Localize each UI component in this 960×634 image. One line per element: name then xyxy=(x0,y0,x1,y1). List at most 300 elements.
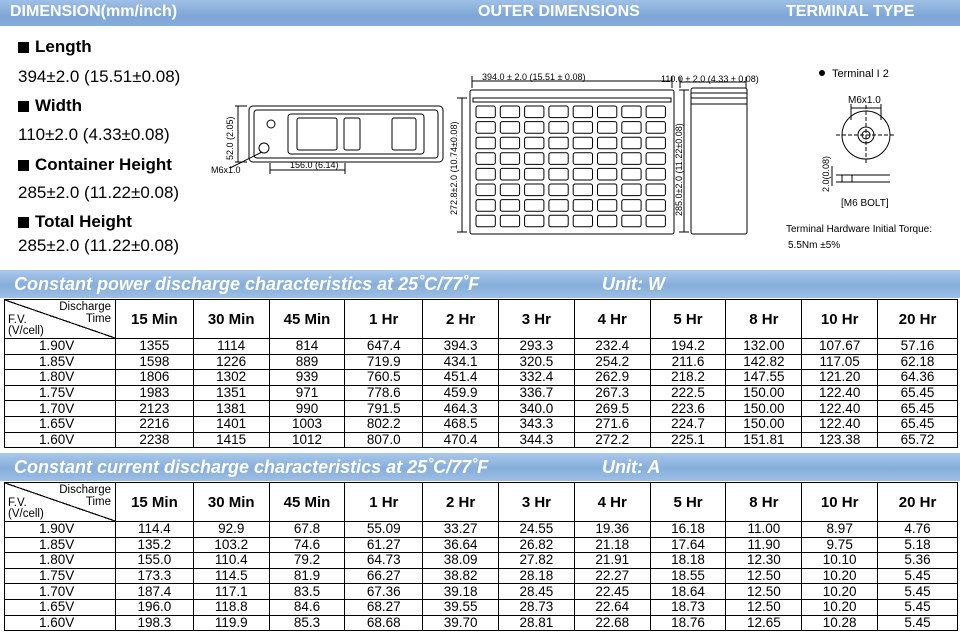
terminal-name: Terminal I 2 xyxy=(832,68,889,80)
grid-cell-shape xyxy=(573,184,592,196)
table-cell: 68.68 xyxy=(345,615,423,631)
table-cell: 5.36 xyxy=(878,553,958,569)
grid-cell-shape xyxy=(573,168,592,180)
grid-cell-shape xyxy=(646,168,665,180)
table-cell: 18.64 xyxy=(650,584,726,600)
table-cell: 223.6 xyxy=(650,401,726,417)
power-discharge-table xyxy=(4,299,958,448)
table-row xyxy=(5,568,958,584)
spec-label: Width xyxy=(35,96,83,115)
table-cell: 719.9 xyxy=(345,354,423,370)
grid-cell-shape xyxy=(646,106,665,118)
power-table-unit: Unit: W xyxy=(602,274,665,294)
table-cell: 211.6 xyxy=(650,354,726,370)
table-cell: 807.0 xyxy=(345,432,423,448)
column-header: 1 Hr xyxy=(345,483,423,522)
table-cell: 114.4 xyxy=(116,522,194,538)
column-header: 4 Hr xyxy=(574,483,650,522)
torque-label: Terminal Hardware Initial Torque: xyxy=(786,224,932,235)
grid-cell-shape xyxy=(573,137,592,149)
spec-width xyxy=(18,96,82,116)
table-cell: 802.2 xyxy=(345,416,423,432)
grid-cell-shape xyxy=(525,106,544,118)
column-header: 20 Hr xyxy=(878,483,958,522)
grid-cell-shape xyxy=(573,106,592,118)
top-height-label: 52.0 (2.05) xyxy=(225,116,235,160)
table-cell: 451.4 xyxy=(423,370,499,386)
table-cell: 4.76 xyxy=(878,522,958,538)
table-cell: 28.18 xyxy=(499,568,575,584)
table-cell: 11.00 xyxy=(726,522,802,538)
table-cell: 218.2 xyxy=(650,370,726,386)
table-cell: 194.2 xyxy=(650,339,726,355)
table-cell: 18.55 xyxy=(650,568,726,584)
corner-fv-label: F.V. (V/cell) xyxy=(8,314,44,337)
column-header: 3 Hr xyxy=(499,483,575,522)
column-header: 45 Min xyxy=(269,483,345,522)
table-row xyxy=(5,599,958,615)
dimension-title: DIMENSION(mm/inch) xyxy=(10,3,178,20)
table-cell: 119.9 xyxy=(193,615,269,631)
bullet-square-icon xyxy=(18,42,29,53)
grid-cell-shape xyxy=(646,153,665,165)
final-voltage-cell: 1.75V xyxy=(5,568,116,584)
table-cell: 1114 xyxy=(193,339,269,355)
final-voltage-cell: 1.85V xyxy=(5,354,116,370)
spec-label: Container Height xyxy=(35,155,172,174)
table-cell: 320.5 xyxy=(498,354,574,370)
table-cell: 22.64 xyxy=(574,599,650,615)
grid-cell-shape xyxy=(549,168,568,180)
table-cell: 10.20 xyxy=(802,568,878,584)
top-length-label: 156.0 (6.14) xyxy=(290,160,339,170)
table-cell: 1226 xyxy=(193,354,269,370)
table-cell: 2216 xyxy=(116,416,194,432)
table-cell: 12.50 xyxy=(726,568,802,584)
table-cell: 760.5 xyxy=(345,370,423,386)
grid-cell-shape xyxy=(525,200,544,212)
grid-cell-shape xyxy=(500,168,519,180)
table-cell: 5.45 xyxy=(878,568,958,584)
grid-cell-shape xyxy=(549,122,568,134)
table-cell: 12.65 xyxy=(726,615,802,631)
table-cell: 151.81 xyxy=(726,432,802,448)
grid-cell-shape xyxy=(573,122,592,134)
table-cell: 778.6 xyxy=(345,385,423,401)
bullet-square-icon xyxy=(18,217,29,228)
table-cell: 61.27 xyxy=(345,537,423,553)
table-cell: 18.73 xyxy=(650,599,726,615)
grid-cell-shape xyxy=(500,200,519,212)
table-row xyxy=(5,401,958,417)
table-cell: 24.55 xyxy=(499,522,575,538)
top-bolt-label: M6x1.0 xyxy=(211,165,241,175)
spec-label: Total Height xyxy=(35,212,132,231)
final-voltage-cell: 1.70V xyxy=(5,401,116,417)
spec-value: 285±2.0 (11.22±0.08) xyxy=(18,183,180,202)
table-cell: 147.55 xyxy=(726,370,802,386)
table-cell: 939 xyxy=(269,370,345,386)
grid-cell-shape xyxy=(549,184,568,196)
bullet-square-icon xyxy=(18,160,29,171)
table-cell: 1302 xyxy=(193,370,269,386)
table-cell: 12.50 xyxy=(726,584,802,600)
table-cell: 155.0 xyxy=(116,553,194,569)
table-cell: 647.4 xyxy=(345,339,423,355)
terminal-bolt-label: [M6 BOLT] xyxy=(841,198,889,209)
table-cell: 21.18 xyxy=(574,537,650,553)
current-discharge-table xyxy=(4,482,958,631)
grid-cell-shape xyxy=(622,215,641,227)
grid-cell-shape xyxy=(598,200,617,212)
front-view-cell-grid xyxy=(476,106,665,227)
table-cell: 117.05 xyxy=(802,354,878,370)
side-width-label: 110.0 ± 2.0 (4.33 ± 0.08) xyxy=(661,74,759,84)
grid-cell-shape xyxy=(573,215,592,227)
table-cell: 103.2 xyxy=(193,537,269,553)
final-voltage-cell: 1.65V xyxy=(5,416,116,432)
table-cell: 27.82 xyxy=(499,553,575,569)
corner-discharge-time-label: Discharge Time xyxy=(59,301,111,325)
power-table-title: Constant power discharge characteristics at 25˚C/77˚F xyxy=(14,274,480,294)
spec-value: 110±2.0 (4.33±0.08) xyxy=(18,125,170,144)
grid-cell-shape xyxy=(622,122,641,134)
grid-cell-shape xyxy=(476,215,495,227)
table-cell: 121.20 xyxy=(802,370,878,386)
table-cell: 83.5 xyxy=(269,584,345,600)
table-cell: 142.82 xyxy=(726,354,802,370)
grid-cell-shape xyxy=(622,137,641,149)
spec-total-height xyxy=(18,212,132,232)
table-cell: 18.76 xyxy=(650,615,726,631)
table-cell: 1012 xyxy=(269,432,345,448)
table-cell: 2238 xyxy=(116,432,194,448)
table-cell: 26.82 xyxy=(499,537,575,553)
table-row xyxy=(5,339,958,355)
table-cell: 1598 xyxy=(116,354,194,370)
grid-cell-shape xyxy=(525,137,544,149)
grid-cell-shape xyxy=(500,106,519,118)
side-height-label: 285.0±2.0 (11.22±0.08) xyxy=(674,123,684,216)
column-header: 5 Hr xyxy=(650,483,726,522)
grid-cell-shape xyxy=(549,137,568,149)
grid-cell-shape xyxy=(549,215,568,227)
grid-cell-shape xyxy=(525,215,544,227)
terminal-drawing xyxy=(832,104,896,186)
outer-dimensions-title: OUTER DIMENSIONS xyxy=(478,3,640,20)
spec-label: Length xyxy=(35,37,92,56)
grid-cell-shape xyxy=(500,184,519,196)
table-cell: 38.09 xyxy=(423,553,499,569)
column-header: 30 Min xyxy=(193,483,269,522)
table-cell: 272.2 xyxy=(574,432,650,448)
table-cell: 224.7 xyxy=(650,416,726,432)
spec-container-height xyxy=(18,155,172,175)
terminal-type-title: TERMINAL TYPE xyxy=(786,3,915,20)
side-view-drawing xyxy=(679,77,747,234)
table-cell: 1351 xyxy=(193,385,269,401)
table-cell: 16.18 xyxy=(650,522,726,538)
table-cell: 5.18 xyxy=(878,537,958,553)
grid-cell-shape xyxy=(549,106,568,118)
table-cell: 173.3 xyxy=(116,568,194,584)
corner-discharge-time-label: Discharge Time xyxy=(59,484,111,508)
table-row xyxy=(5,537,958,553)
table-cell: 19.36 xyxy=(574,522,650,538)
table-cell: 21.91 xyxy=(574,553,650,569)
table-cell: 332.4 xyxy=(498,370,574,386)
table-row xyxy=(5,432,958,448)
table-cell: 11.90 xyxy=(726,537,802,553)
table-row xyxy=(5,522,958,538)
table-cell: 150.00 xyxy=(726,416,802,432)
grid-cell-shape xyxy=(598,215,617,227)
table-cell: 114.5 xyxy=(193,568,269,584)
grid-cell-shape xyxy=(500,215,519,227)
table-cell: 39.18 xyxy=(423,584,499,600)
final-voltage-cell: 1.90V xyxy=(5,339,116,355)
grid-cell-shape xyxy=(598,153,617,165)
table-cell: 340.0 xyxy=(498,401,574,417)
table-row xyxy=(5,584,958,600)
table-cell: 990 xyxy=(269,401,345,417)
grid-cell-shape xyxy=(476,153,495,165)
column-header: 15 Min xyxy=(116,300,194,339)
grid-cell-shape xyxy=(525,122,544,134)
column-header: 8 Hr xyxy=(726,300,802,339)
grid-cell-shape xyxy=(646,200,665,212)
table-cell: 38.82 xyxy=(423,568,499,584)
table-cell: 122.40 xyxy=(802,416,878,432)
grid-cell-shape xyxy=(646,137,665,149)
column-header: 4 Hr xyxy=(574,300,650,339)
table-cell: 222.5 xyxy=(650,385,726,401)
table-cell: 2123 xyxy=(116,401,194,417)
grid-cell-shape xyxy=(500,153,519,165)
front-height-label: 272.8±2.0 (10.74±0.08) xyxy=(449,121,459,215)
table-cell: 10.20 xyxy=(802,584,878,600)
grid-cell-shape xyxy=(525,153,544,165)
table-cell: 271.6 xyxy=(574,416,650,432)
table-row xyxy=(5,615,958,631)
spec-value: 394±2.0 (15.51±0.08) xyxy=(18,67,181,86)
grid-cell-shape xyxy=(646,184,665,196)
final-voltage-cell: 1.60V xyxy=(5,432,116,448)
table-cell: 10.20 xyxy=(802,599,878,615)
grid-cell-shape xyxy=(622,168,641,180)
terminal-bullet-icon xyxy=(819,70,825,76)
column-header: 10 Hr xyxy=(802,300,878,339)
bullet-square-icon xyxy=(18,101,29,112)
final-voltage-cell: 1.60V xyxy=(5,615,116,631)
table-cell: 132.00 xyxy=(726,339,802,355)
dimension-header-bar xyxy=(0,0,960,26)
table-cell: 5.45 xyxy=(878,599,958,615)
table-cell: 65.45 xyxy=(878,416,958,432)
terminal-depth-label: 2.0(0.08) xyxy=(821,155,831,192)
table-cell: 66.27 xyxy=(345,568,423,584)
table-cell: 791.5 xyxy=(345,401,423,417)
table-cell: 434.1 xyxy=(423,354,499,370)
power-section-bar xyxy=(0,270,960,298)
column-header: 30 Min xyxy=(193,300,269,339)
table-cell: 64.73 xyxy=(345,553,423,569)
final-voltage-cell: 1.80V xyxy=(5,553,116,569)
column-header: 2 Hr xyxy=(423,300,499,339)
grid-cell-shape xyxy=(598,137,617,149)
table-cell: 336.7 xyxy=(498,385,574,401)
table-cell: 1381 xyxy=(193,401,269,417)
grid-cell-shape xyxy=(622,184,641,196)
final-voltage-cell: 1.90V xyxy=(5,522,116,538)
table-cell: 225.1 xyxy=(650,432,726,448)
table-cell: 12.30 xyxy=(726,553,802,569)
table-cell: 64.36 xyxy=(878,370,958,386)
table-cell: 62.18 xyxy=(878,354,958,370)
grid-cell-shape xyxy=(476,168,495,180)
grid-cell-shape xyxy=(525,168,544,180)
grid-cell-shape xyxy=(476,137,495,149)
grid-cell-shape xyxy=(500,122,519,134)
table-cell: 28.73 xyxy=(499,599,575,615)
column-header: 3 Hr xyxy=(498,300,574,339)
current-table-title: Constant current discharge characteristics at 25˚C/77˚F xyxy=(14,457,489,477)
table-cell: 1415 xyxy=(193,432,269,448)
table-cell: 5.45 xyxy=(878,584,958,600)
table-cell: 123.38 xyxy=(802,432,878,448)
grid-cell-shape xyxy=(598,106,617,118)
table-cell: 33.27 xyxy=(423,522,499,538)
table-cell: 10.10 xyxy=(802,553,878,569)
table-cell: 22.27 xyxy=(574,568,650,584)
table-cell: 39.55 xyxy=(423,599,499,615)
table-cell: 1983 xyxy=(116,385,194,401)
table-cell: 117.1 xyxy=(193,584,269,600)
table-cell: 110.4 xyxy=(193,553,269,569)
table-cell: 889 xyxy=(269,354,345,370)
table-cell: 293.3 xyxy=(498,339,574,355)
table-cell: 28.81 xyxy=(499,615,575,631)
grid-cell-shape xyxy=(476,184,495,196)
column-header: 15 Min xyxy=(116,483,194,522)
spec-value: 285±2.0 (11.22±0.08) xyxy=(18,236,180,255)
table-cell: 28.45 xyxy=(499,584,575,600)
table-cell: 10.28 xyxy=(802,615,878,631)
table-cell: 92.9 xyxy=(193,522,269,538)
table-cell: 5.45 xyxy=(878,615,958,631)
table-cell: 79.2 xyxy=(269,553,345,569)
table-cell: 468.5 xyxy=(423,416,499,432)
grid-cell-shape xyxy=(598,168,617,180)
table-cell: 344.3 xyxy=(498,432,574,448)
front-length-label: 394.0 ± 2.0 (15.51 ± 0.08) xyxy=(482,72,586,82)
table-row xyxy=(5,385,958,401)
table-cell: 470.4 xyxy=(423,432,499,448)
grid-cell-shape xyxy=(646,215,665,227)
table-cell: 459.9 xyxy=(423,385,499,401)
table-cell: 36.64 xyxy=(423,537,499,553)
table-cell: 394.3 xyxy=(423,339,499,355)
torque-value: 5.5Nm ±5% xyxy=(788,240,841,251)
table-cell: 122.40 xyxy=(802,385,878,401)
table-cell: 1401 xyxy=(193,416,269,432)
table-cell: 22.45 xyxy=(574,584,650,600)
table-cell: 74.6 xyxy=(269,537,345,553)
dimension-drawing xyxy=(200,60,960,265)
table-cell: 81.9 xyxy=(269,568,345,584)
table-cell: 18.18 xyxy=(650,553,726,569)
grid-cell-shape xyxy=(549,200,568,212)
corner-fv-label: F.V. (V/cell) xyxy=(8,497,44,520)
grid-cell-shape xyxy=(598,184,617,196)
current-table-unit: Unit: A xyxy=(602,457,661,477)
table-cell: 118.8 xyxy=(193,599,269,615)
grid-cell-shape xyxy=(622,153,641,165)
column-header: 8 Hr xyxy=(726,483,802,522)
column-header: 2 Hr xyxy=(423,483,499,522)
grid-cell-shape xyxy=(476,200,495,212)
table-cell: 67.8 xyxy=(269,522,345,538)
grid-cell-shape xyxy=(622,106,641,118)
grid-cell-shape xyxy=(500,137,519,149)
grid-cell-shape xyxy=(573,153,592,165)
column-header: 10 Hr xyxy=(802,483,878,522)
grid-cell-shape xyxy=(476,122,495,134)
table-cell: 187.4 xyxy=(116,584,194,600)
current-section-bar xyxy=(0,453,960,481)
grid-cell-shape xyxy=(476,106,495,118)
table-cell: 57.16 xyxy=(878,339,958,355)
grid-cell-shape xyxy=(646,122,665,134)
table-cell: 814 xyxy=(269,339,345,355)
table-cell: 150.00 xyxy=(726,385,802,401)
table-cell: 65.45 xyxy=(878,401,958,417)
table-cell: 12.50 xyxy=(726,599,802,615)
final-voltage-cell: 1.75V xyxy=(5,385,116,401)
table-cell: 85.3 xyxy=(269,615,345,631)
table-cell: 464.3 xyxy=(423,401,499,417)
table-cell: 39.70 xyxy=(423,615,499,631)
table-cell: 68.27 xyxy=(345,599,423,615)
table-cell: 262.9 xyxy=(574,370,650,386)
table-cell: 22.68 xyxy=(574,615,650,631)
grid-cell-shape xyxy=(573,200,592,212)
table-cell: 135.2 xyxy=(116,537,194,553)
column-header: 45 Min xyxy=(269,300,345,339)
table-cell: 198.3 xyxy=(116,615,194,631)
table-cell: 55.09 xyxy=(345,522,423,538)
table-cell: 122.40 xyxy=(802,401,878,417)
table-cell: 67.36 xyxy=(345,584,423,600)
table-cell: 971 xyxy=(269,385,345,401)
table-cell: 65.45 xyxy=(878,385,958,401)
table-cell: 1806 xyxy=(116,370,194,386)
table-row xyxy=(5,354,958,370)
column-header: 5 Hr xyxy=(650,300,726,339)
column-header: 20 Hr xyxy=(878,300,958,339)
table-cell: 343.3 xyxy=(498,416,574,432)
table-corner-header xyxy=(5,483,116,522)
table-cell: 254.2 xyxy=(574,354,650,370)
table-cell: 267.3 xyxy=(574,385,650,401)
table-cell: 65.72 xyxy=(878,432,958,448)
grid-cell-shape xyxy=(622,200,641,212)
grid-cell-shape xyxy=(525,184,544,196)
terminal-thread-label: M6x1.0 xyxy=(848,95,881,106)
table-row xyxy=(5,553,958,569)
table-cell: 1355 xyxy=(116,339,194,355)
table-cell: 84.6 xyxy=(269,599,345,615)
